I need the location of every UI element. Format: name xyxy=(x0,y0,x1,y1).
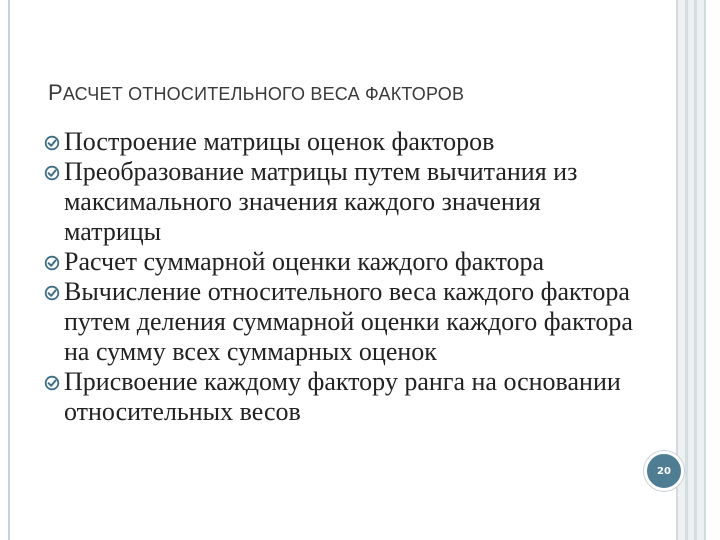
circle-check-icon xyxy=(44,375,60,391)
circle-check-icon xyxy=(44,165,60,181)
circle-check-icon xyxy=(44,135,60,151)
bullet-text: Присвоение каждому фактору ранга на основании относительных весов xyxy=(64,367,621,426)
slide-title-rest: АСЧЕТ ОТНОСИТЕЛЬНОГО ВЕСА ФАКТОРОВ xyxy=(62,84,465,104)
bullet-text: Расчет суммарной оценки каждого фактора xyxy=(64,247,545,276)
page-number-badge: 20 xyxy=(644,451,684,491)
bullet-list xyxy=(44,127,644,427)
bullet-text: Вычисление относительного веса каждого фактора путем деления суммарной оценки каждого фактора на сумму всех суммарных оценок xyxy=(64,277,633,366)
right-frame-line-2 xyxy=(694,0,697,540)
circle-check-icon xyxy=(44,255,60,271)
bullet-item xyxy=(44,277,644,367)
circle-check-icon xyxy=(44,285,60,301)
bullet-text: Преобразование матрицы путем вычитания из максимального значения каждого значения матрицы xyxy=(64,157,578,246)
bullet-item xyxy=(44,247,644,277)
bullet-item xyxy=(44,157,644,247)
bullet-item xyxy=(44,127,644,157)
slide-title xyxy=(48,80,648,106)
bullet-item xyxy=(44,367,644,427)
slide-title-first-letter: Р xyxy=(48,80,63,105)
right-frame-line xyxy=(685,0,688,540)
left-frame-line xyxy=(8,0,10,540)
bullet-text: Построение матрицы оценок факторов xyxy=(64,127,495,156)
